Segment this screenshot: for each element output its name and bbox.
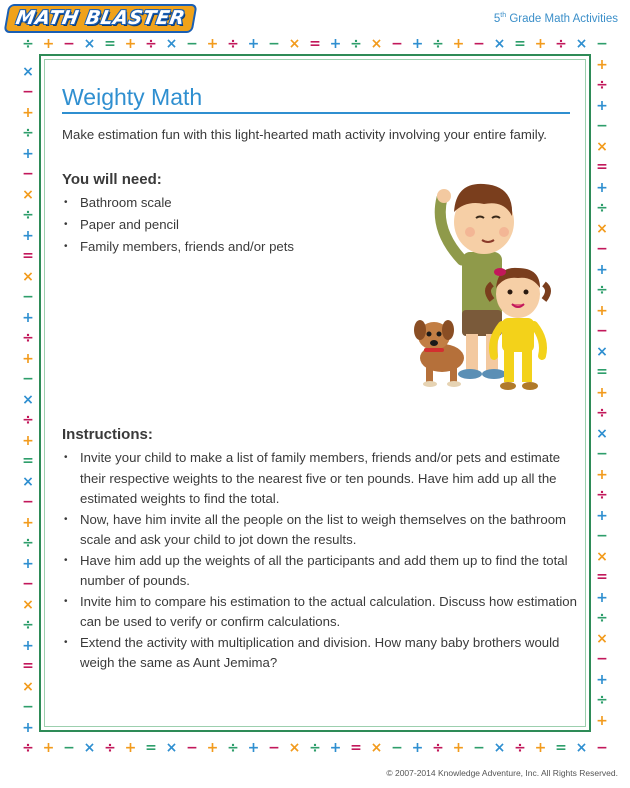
- border-symbol: +: [22, 309, 34, 326]
- border-symbol: ×: [165, 740, 178, 756]
- border-symbol: ÷: [22, 125, 34, 141]
- border-symbol: −: [186, 36, 198, 52]
- border-symbol: ÷: [555, 36, 567, 52]
- border-symbol: ×: [288, 740, 301, 756]
- instructions-heading: Instructions:: [62, 426, 153, 443]
- border-symbol: ×: [22, 186, 34, 203]
- border-symbol: +: [206, 740, 219, 756]
- border-symbol: +: [596, 507, 608, 524]
- border-symbol: ÷: [22, 36, 34, 52]
- border-symbol: =: [596, 569, 608, 585]
- border-symbol: +: [452, 36, 465, 52]
- border-symbol: ×: [596, 630, 608, 647]
- border-symbol: −: [473, 740, 485, 756]
- border-symbol: +: [596, 302, 608, 319]
- border-symbol: +: [206, 36, 219, 52]
- border-symbol: =: [22, 248, 34, 264]
- border-symbol: +: [42, 740, 55, 756]
- border-symbol: −: [22, 699, 34, 715]
- border-symbol: +: [534, 740, 547, 756]
- border-symbol: +: [411, 740, 424, 756]
- border-symbol: +: [329, 36, 342, 52]
- border-symbol: ×: [596, 425, 608, 442]
- border-symbol: ×: [493, 36, 506, 52]
- instruction-item: • Invite your child to make a list of family members, friends and/or pets and estimate their respective weights to the nearest five or ten pounds. Have him add up all the estimated weights to find the total.: [62, 448, 578, 510]
- math-blaster-logo: [8, 6, 193, 30]
- border-symbol: −: [473, 36, 485, 52]
- border-symbol: +: [22, 719, 34, 736]
- border-symbol: +: [329, 740, 342, 756]
- border-symbol: ÷: [514, 740, 526, 756]
- border-symbol: −: [596, 323, 608, 339]
- border-symbol: +: [596, 589, 608, 606]
- border-symbol: ÷: [22, 535, 34, 551]
- border-symbol: =: [22, 453, 34, 469]
- border-symbol: −: [22, 84, 34, 100]
- border-symbol: ×: [165, 36, 178, 52]
- border-symbol: +: [596, 466, 608, 483]
- needs-item: • Paper and pencil: [62, 214, 382, 236]
- border-symbol: =: [145, 740, 157, 756]
- border-symbol: ÷: [22, 412, 34, 428]
- border-symbol: ×: [370, 36, 383, 52]
- border-symbol: −: [22, 576, 34, 592]
- border-symbol: +: [22, 227, 34, 244]
- border-symbol: +: [22, 555, 34, 572]
- border-symbol: ÷: [227, 740, 239, 756]
- border-symbol: =: [22, 658, 34, 674]
- border-symbol: −: [22, 371, 34, 387]
- border-symbol: +: [596, 712, 608, 729]
- border-symbol: −: [596, 651, 608, 667]
- instruction-item: • Extend the activity with multiplication and division. How many baby brothers would weigh the same as Aunt Jemima?: [62, 633, 578, 674]
- border-symbol: ×: [22, 63, 34, 80]
- border-symbol: ÷: [145, 36, 157, 52]
- grade-suffix: th: [500, 12, 507, 19]
- border-symbol: +: [596, 179, 608, 196]
- border-symbol: ÷: [22, 207, 34, 223]
- border-symbol: +: [452, 740, 465, 756]
- instruction-item: • Invite him to compare his estimation to the actual calculation. Discuss how estimation can be used to verify or confirm calculations.: [62, 592, 578, 633]
- border-symbol: ×: [22, 678, 34, 695]
- border-symbol: +: [596, 261, 608, 278]
- border-symbol: −: [22, 166, 34, 182]
- border-symbol: −: [268, 740, 280, 756]
- border-symbol: +: [596, 384, 608, 401]
- border-symbol: ×: [22, 391, 34, 408]
- border-symbol: −: [186, 740, 198, 756]
- border-symbol: +: [22, 432, 34, 449]
- border-symbol: ÷: [596, 282, 608, 298]
- border-symbol: ×: [575, 740, 588, 756]
- border-symbol: ×: [575, 36, 588, 52]
- border-symbol: =: [309, 36, 321, 52]
- border-symbol: ÷: [350, 36, 362, 52]
- border-symbol: −: [268, 36, 280, 52]
- border-symbol: ×: [22, 473, 34, 490]
- border-symbol: ×: [596, 220, 608, 237]
- intro-text: Make estimation fun with this light-hearted math activity involving your entire family.: [62, 127, 547, 142]
- border-symbol: +: [411, 36, 424, 52]
- border-symbol: −: [596, 528, 608, 544]
- border-symbol: +: [124, 36, 137, 52]
- border-symbol: ×: [22, 268, 34, 285]
- border-symbol: ÷: [596, 77, 608, 93]
- border-symbol: +: [22, 350, 34, 367]
- copyright-text: © 2007-2014 Knowledge Adventure, Inc. All Rights Reserved.: [386, 768, 618, 778]
- border-symbol: −: [596, 446, 608, 462]
- border-symbol: −: [22, 494, 34, 510]
- dog-figure: [414, 320, 464, 387]
- border-symbol: =: [514, 36, 526, 52]
- border-symbol: −: [391, 740, 403, 756]
- border-symbol: +: [22, 514, 34, 531]
- instruction-item: • Now, have him invite all the people on the list to weigh themselves on the bathroom scale and ask your child to jot down the results.: [62, 510, 578, 551]
- border-symbol: ÷: [596, 487, 608, 503]
- border-symbol: ×: [493, 740, 506, 756]
- border-symbol: +: [247, 36, 260, 52]
- border-symbol: +: [22, 145, 34, 162]
- border-symbol: =: [104, 36, 116, 52]
- border-symbol: ÷: [22, 740, 34, 756]
- border-symbol: =: [350, 740, 362, 756]
- grade-text: Grade Math Activities: [506, 12, 618, 25]
- needs-item: • Family members, friends and/or pets: [62, 236, 382, 258]
- border-symbol: −: [22, 289, 34, 305]
- border-symbol: −: [63, 36, 75, 52]
- border-symbol: =: [596, 159, 608, 175]
- border-symbol: +: [596, 56, 608, 73]
- border-symbol: ÷: [432, 36, 444, 52]
- border-symbol: ×: [596, 548, 608, 565]
- border-symbol: ×: [288, 36, 301, 52]
- instruction-item: • Have him add up the weights of all the participants and add them up to find the total number of pounds.: [62, 551, 578, 592]
- border-symbol: +: [534, 36, 547, 52]
- page-title: Weighty Math: [62, 84, 203, 110]
- border-symbol: +: [247, 740, 260, 756]
- border-symbol: ÷: [309, 740, 321, 756]
- border-symbol: ÷: [432, 740, 444, 756]
- border-symbol: ×: [596, 343, 608, 360]
- family-illustration: [412, 160, 562, 400]
- border-symbol: +: [124, 740, 137, 756]
- needs-heading: You will need:: [62, 171, 162, 188]
- border-symbol: ×: [370, 740, 383, 756]
- border-symbol: ÷: [596, 200, 608, 216]
- border-symbol: ×: [22, 596, 34, 613]
- border-symbol: −: [63, 740, 75, 756]
- border-symbol: +: [22, 104, 34, 121]
- border-symbol: ×: [83, 740, 96, 756]
- border-symbol: −: [391, 36, 403, 52]
- border-symbol: ÷: [227, 36, 239, 52]
- border-symbol: ÷: [596, 405, 608, 421]
- border-symbol: ×: [83, 36, 96, 52]
- border-symbol: −: [596, 118, 608, 134]
- border-symbol: +: [42, 36, 55, 52]
- border-symbol: ÷: [22, 617, 34, 633]
- needs-item: • Bathroom scale: [62, 192, 382, 214]
- border-symbol: −: [596, 241, 608, 257]
- border-symbol: =: [596, 364, 608, 380]
- border-symbol: −: [596, 36, 608, 52]
- border-symbol: +: [596, 97, 608, 114]
- border-symbol: +: [22, 637, 34, 654]
- border-symbol: ÷: [104, 740, 116, 756]
- border-symbol: ÷: [596, 610, 608, 626]
- border-symbol: −: [596, 740, 608, 756]
- border-symbol: +: [596, 671, 608, 688]
- grade-label: [494, 12, 618, 25]
- grade-number: 5: [493, 12, 501, 25]
- title-underline: [62, 112, 570, 114]
- needs-list: [62, 192, 382, 258]
- border-symbol: ÷: [22, 330, 34, 346]
- border-symbol: ×: [596, 138, 608, 155]
- instructions-list: [62, 448, 578, 674]
- border-symbol: =: [555, 740, 567, 756]
- border-symbol: ÷: [596, 692, 608, 708]
- logo-text: MATH BLASTER: [6, 6, 195, 31]
